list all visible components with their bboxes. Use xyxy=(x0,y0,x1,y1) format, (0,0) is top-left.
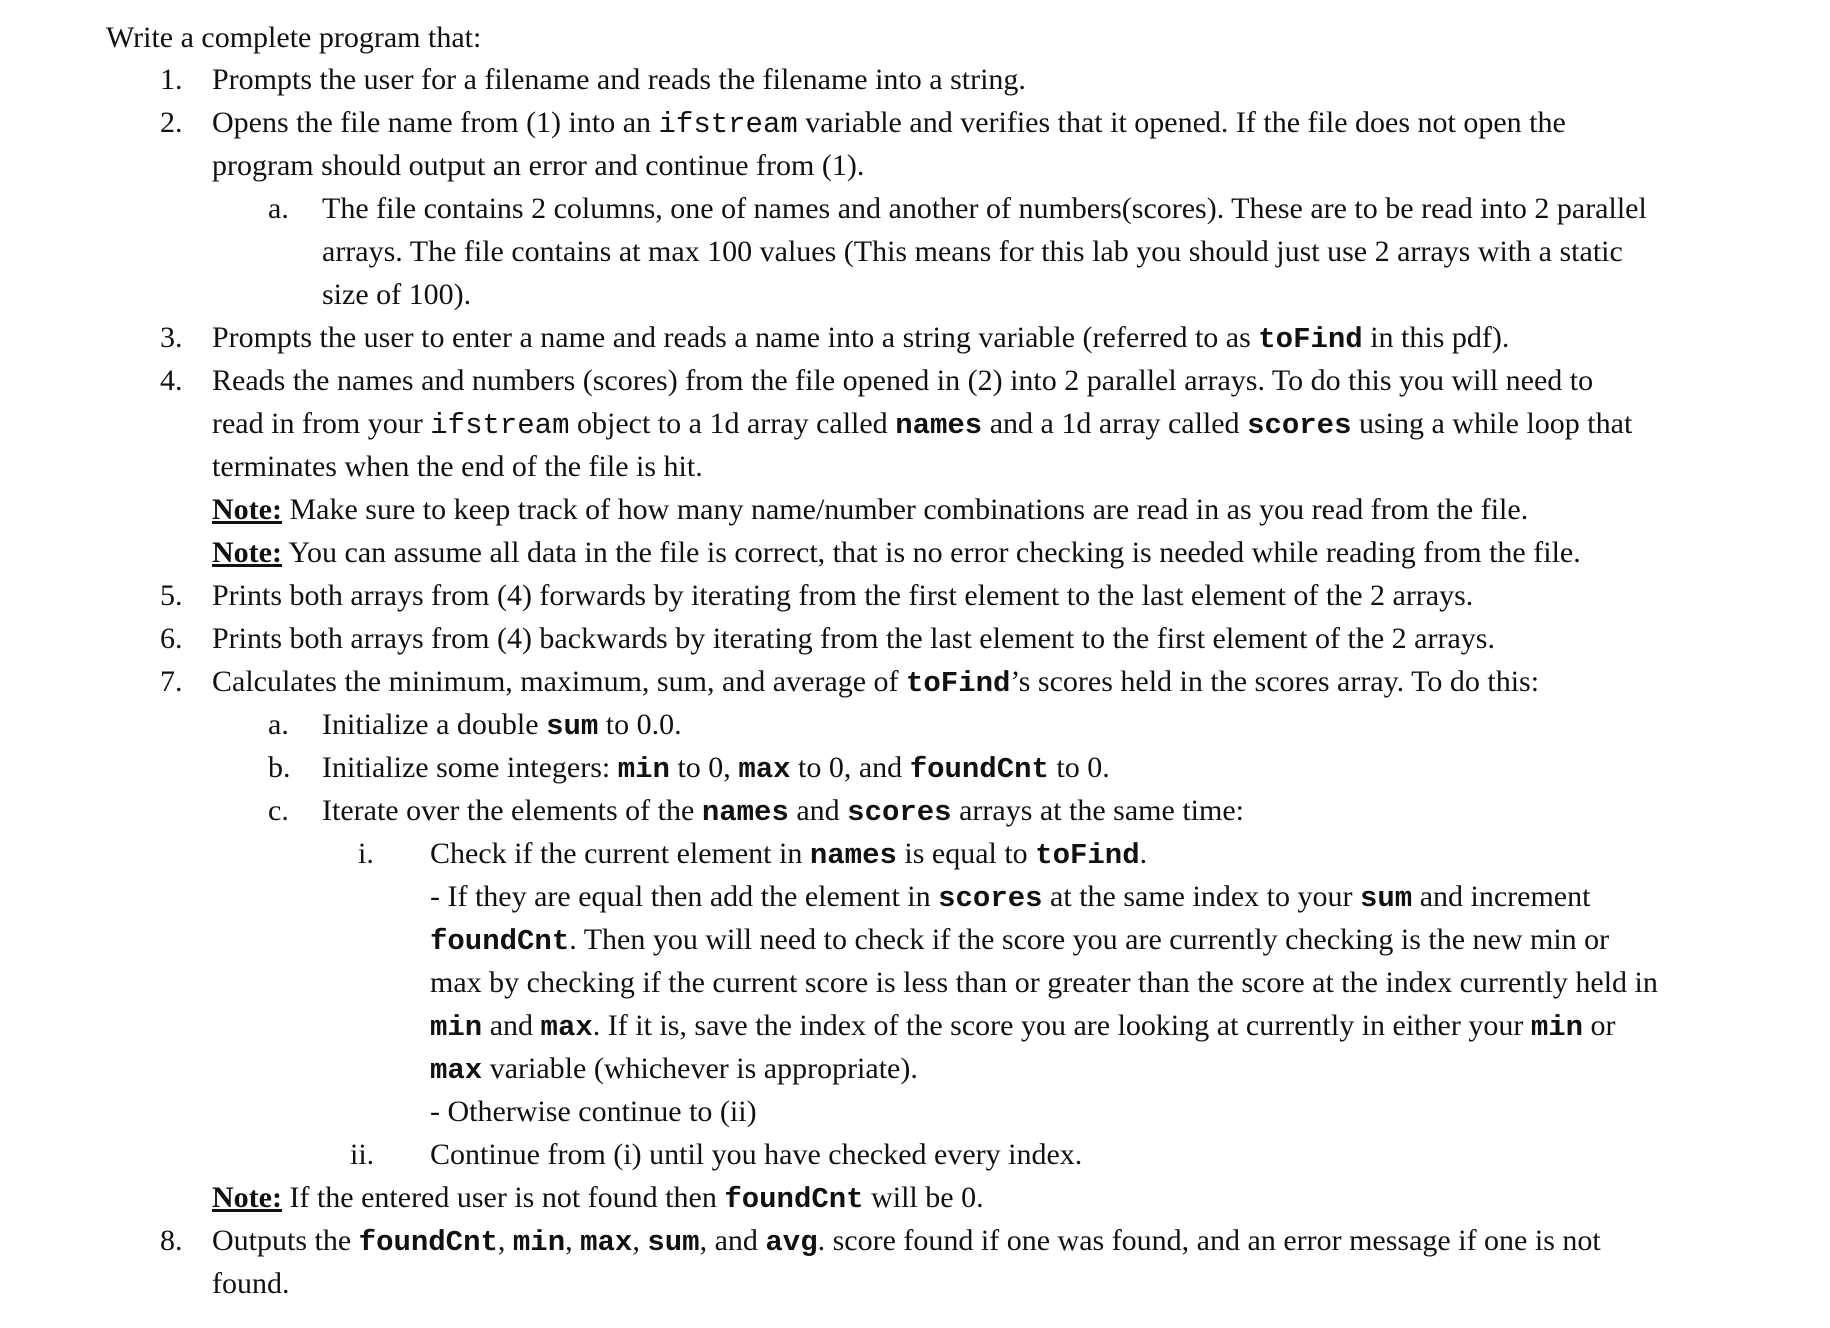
step-2a-line-3: size of 100). xyxy=(322,278,472,311)
step-7b-line xyxy=(322,750,1110,786)
code-sum: sum xyxy=(647,1226,700,1259)
step-7ci-line-6 xyxy=(430,1051,918,1087)
step-4-text-d: using a while loop that xyxy=(1351,407,1633,440)
step-8-text: , and xyxy=(699,1224,766,1257)
step-4-marker: 4. xyxy=(160,364,183,397)
code-max: max xyxy=(540,1011,593,1044)
code-tofind: toFind xyxy=(1258,323,1363,356)
step-2-line-2: program should output an error and continue from (1). xyxy=(212,149,865,182)
step-5-text: Prints both arrays from (4) forwards by iterating from the first element to the last element of the 2 arrays. xyxy=(212,579,1474,612)
code-names: names xyxy=(701,796,789,829)
step-7ci-text: and xyxy=(482,1009,541,1042)
step-8-line-1 xyxy=(212,1223,1601,1259)
step-7ci-line-4: max by checking if the current score is less than or greater than the score at the index currently held in xyxy=(430,966,1658,999)
code-foundcnt: foundCnt xyxy=(430,925,570,958)
step-1-marker: 1. xyxy=(160,63,183,96)
step-2-line-1 xyxy=(212,105,1566,141)
step-4-text-a: read in from your xyxy=(212,407,431,440)
step-7cii-text: Continue from (i) until you have checked every index. xyxy=(430,1138,1083,1171)
code-min: min xyxy=(512,1226,566,1259)
step-3-line xyxy=(212,320,1509,356)
step-7-text-a: Calculates the minimum, maximum, sum, and average of xyxy=(212,665,906,698)
step-2a-line-1: The file contains 2 columns, one of names and another of numbers(scores). These are to be read into 2 parallel xyxy=(322,192,1647,225)
code-scores: scores xyxy=(847,796,952,829)
step-7-marker: 7. xyxy=(160,665,183,698)
code-names: names xyxy=(809,839,897,872)
step-7ci-text: . If it is, save the index of the score you are looking at currently in either your xyxy=(592,1009,1531,1042)
note-label: Note: xyxy=(212,493,282,526)
note-text: will be 0. xyxy=(863,1181,984,1214)
step-7b-text-b: to 0, xyxy=(669,751,739,784)
code-ifstream: ifstream xyxy=(658,108,798,141)
step-7b-marker: b. xyxy=(268,751,291,784)
step-8-line-2: found. xyxy=(212,1267,290,1300)
step-8-text: . score found if one was found, and an error message if one is not xyxy=(817,1224,1601,1257)
step-7ci-text: or xyxy=(1583,1009,1616,1042)
step-4-text-c: and a 1d array called xyxy=(982,407,1248,440)
step-2a-line-2: arrays. The file contains at max 100 values (This means for this lab you should just use 2 arrays with a static xyxy=(322,235,1623,268)
note-label: Note: xyxy=(212,536,282,569)
code-names: names xyxy=(895,409,983,442)
step-7-text-b: ’s scores held in the scores array. To do this: xyxy=(1010,665,1540,698)
step-8-marker: 8. xyxy=(160,1224,183,1257)
code-max: max xyxy=(580,1226,633,1259)
step-4-line-3: terminates when the end of the file is hit. xyxy=(212,450,703,483)
step-7ci-text: variable (whichever is appropriate). xyxy=(482,1052,918,1085)
code-sum: sum xyxy=(1359,882,1413,915)
step-2-text-a: Opens the file name from (1) into an xyxy=(212,106,659,139)
code-min: min xyxy=(1530,1011,1584,1044)
step-7ci-line-1 xyxy=(430,836,1147,872)
step-7c-text-a: Iterate over the elements of the xyxy=(322,794,702,827)
step-2a-marker: a. xyxy=(268,192,289,225)
step-4-note-2 xyxy=(212,535,1581,571)
code-foundcnt: foundCnt xyxy=(909,753,1049,786)
code-tofind: toFind xyxy=(1035,839,1140,872)
code-min: min xyxy=(430,1011,483,1044)
step-8-text: , xyxy=(565,1224,581,1257)
step-7b-text-c: to 0, and xyxy=(790,751,910,784)
code-max: max xyxy=(738,753,791,786)
step-6-text: Prints both arrays from (4) backwards by iterating from the last element to the first element of the 2 arrays. xyxy=(212,622,1495,655)
code-foundcnt: foundCnt xyxy=(724,1183,864,1216)
step-7cii-marker: ii. xyxy=(350,1138,375,1171)
step-7ci-line-2 xyxy=(430,879,1590,915)
note-text: Make sure to keep track of how many name/number combinations are read in as you read from the file. xyxy=(281,493,1529,526)
note-text: You can assume all data in the file is correct, that is no error checking is needed while reading from the file. xyxy=(281,536,1581,569)
step-7ci-text: at the same index to your xyxy=(1042,880,1360,913)
step-5-marker: 5. xyxy=(160,579,183,612)
step-7ci-text: Check if the current element in xyxy=(430,837,810,870)
step-4-note-1 xyxy=(212,492,1528,528)
step-8-text: Outputs the xyxy=(212,1224,359,1257)
step-7b-text-a: Initialize some integers: xyxy=(322,751,618,784)
step-7ci-text: . xyxy=(1139,837,1148,870)
step-7c-text-b: and xyxy=(788,794,848,827)
step-7ci-text: - If they are equal then add the element in xyxy=(430,880,939,913)
step-7ci-line-3 xyxy=(430,922,1609,958)
step-4-text-b: object to a 1d array called xyxy=(569,407,896,440)
step-4-line-1: Reads the names and numbers (scores) from the file opened in (2) into 2 parallel arrays. To do this you will need to xyxy=(212,364,1594,397)
step-2-text-b: variable and verifies that it opened. If the file does not open the xyxy=(797,106,1566,139)
step-7b-text-d: to 0. xyxy=(1048,751,1110,784)
code-tofind: toFind xyxy=(906,667,1011,700)
code-ifstream: ifstream xyxy=(430,409,570,442)
step-7ci-line-7: - Otherwise continue to (ii) xyxy=(430,1095,757,1128)
step-7-note xyxy=(212,1180,984,1216)
code-scores: scores xyxy=(938,882,1043,915)
code-foundcnt: foundCnt xyxy=(358,1226,498,1259)
step-7c-text-c: arrays at the same time: xyxy=(951,794,1244,827)
code-sum: sum xyxy=(546,710,599,743)
step-7ci-text: . Then you will need to check if the score you are currently checking is the new min or xyxy=(569,923,1610,956)
code-min: min xyxy=(617,753,670,786)
step-2-marker: 2. xyxy=(160,106,183,139)
note-label: Note: xyxy=(212,1181,282,1214)
note-text: If the entered user is not found then xyxy=(281,1181,725,1214)
step-7ci-text: is equal to xyxy=(896,837,1036,870)
step-4-line-2 xyxy=(212,406,1632,442)
step-6-marker: 6. xyxy=(160,622,183,655)
step-3-text-b: in this pdf). xyxy=(1362,321,1510,354)
step-7ci-text: and increment xyxy=(1412,880,1591,913)
step-7c-marker: c. xyxy=(268,794,289,827)
step-7ci-line-5 xyxy=(430,1008,1616,1044)
step-8-text: , xyxy=(632,1224,648,1257)
step-7a-line xyxy=(322,707,682,743)
step-7a-marker: a. xyxy=(268,708,289,741)
step-7a-text-b: to 0.0. xyxy=(598,708,682,741)
intro-text: Write a complete program that: xyxy=(106,21,482,54)
code-avg: avg xyxy=(765,1226,818,1259)
step-1-text: Prompts the user for a filename and reads the filename into a string. xyxy=(212,63,1026,96)
step-8-text: , xyxy=(497,1224,513,1257)
step-7ci-marker: i. xyxy=(358,837,374,870)
step-3-marker: 3. xyxy=(160,321,183,354)
step-3-text-a: Prompts the user to enter a name and reads a name into a string variable (referred to as xyxy=(212,321,1259,354)
step-7a-text-a: Initialize a double xyxy=(322,708,547,741)
step-7c-line xyxy=(322,793,1244,829)
code-scores: scores xyxy=(1247,409,1352,442)
code-max: max xyxy=(430,1054,483,1087)
step-7-line xyxy=(212,664,1539,700)
